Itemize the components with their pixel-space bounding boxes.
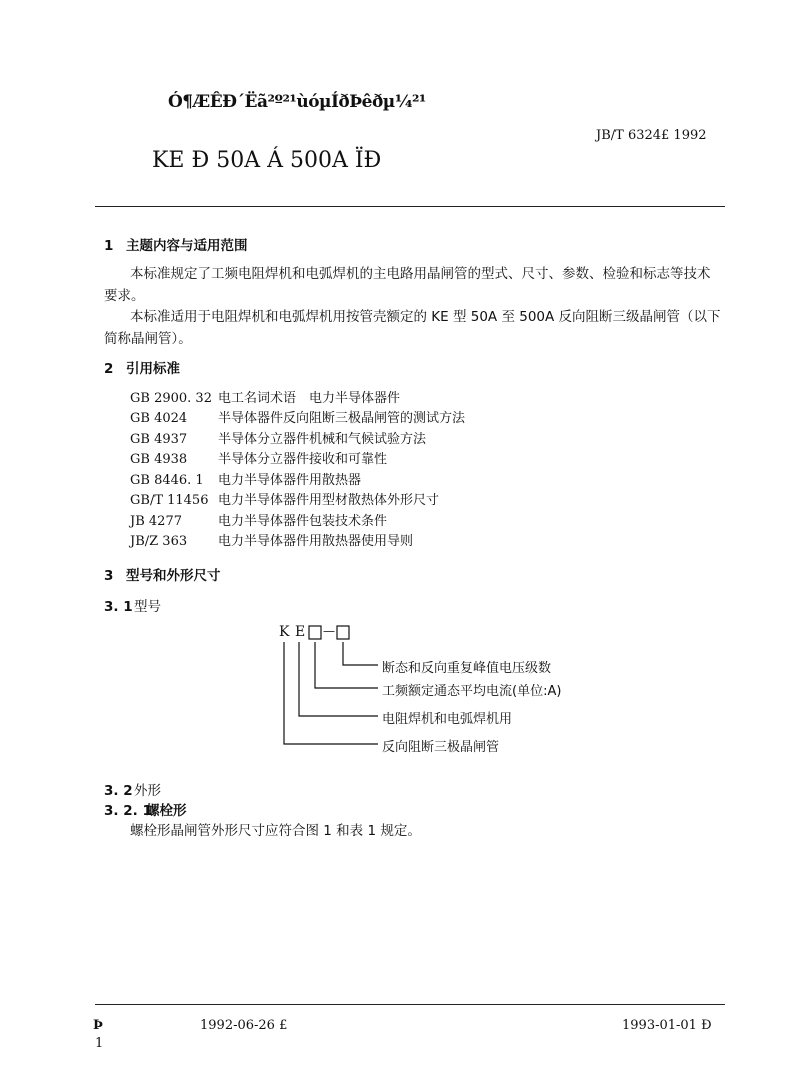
subsection-3-2-heading: [104, 779, 161, 799]
reference-row: [130, 489, 439, 508]
section-number: 2: [104, 361, 114, 377]
standard-number: JB/T 6324£ 1992: [596, 128, 707, 143]
reference-title: 电力半导体器件用型材散热体外形尺寸: [218, 493, 440, 508]
reference-code: JB/Z 363: [130, 534, 188, 549]
section-1-para-2-line-1: 本标准适用于电阻焊机和电弧焊机用按管壳额定的 KE 型 50A 至 500A 反向阻断三级晶闸管（以下: [130, 309, 721, 325]
leader-line-type: [284, 642, 378, 744]
header-garbled-line: Ó¶ÆÊÐ´Ëã²º²¹ùóµÍðÞêðµ¼²¹: [168, 92, 426, 112]
subsection-3-1-heading: [104, 595, 161, 615]
diagram-label-type: 反向阻断三极晶闸管: [382, 740, 500, 755]
reference-title: 电力半导体器件包装技术条件: [218, 514, 388, 529]
leader-line-voltage: [343, 642, 378, 665]
section-title: 主题内容与适用范围: [126, 238, 248, 254]
diagram-label-voltage: 断态和反向重复峰值电压级数: [382, 661, 552, 676]
subsection-number: 3. 2. 1: [104, 803, 152, 819]
reference-code: GB/T 11456: [130, 493, 209, 508]
reference-row: [130, 428, 426, 447]
effective-date: 1993-01-01 Ð: [622, 1018, 712, 1033]
reference-row: [130, 530, 413, 549]
subsection-title: 型号: [134, 599, 161, 615]
diagram-letter-e: E: [295, 624, 306, 640]
reference-code: GB 4024: [130, 411, 188, 426]
footer-left-mark: Þ: [93, 1018, 103, 1033]
document-title: KE Ð 50A Á 500A ÏÐ: [152, 148, 382, 173]
reference-row: [130, 387, 400, 406]
diagram-label-use: 电阻焊机和电弧焊机用: [382, 712, 513, 727]
reference-title: 电工名词术语 电力半导体器件: [218, 391, 401, 406]
reference-title: 半导体分立器件机械和气候试验方法: [218, 432, 427, 447]
section-3-heading: [104, 564, 221, 584]
header-divider: [95, 206, 725, 207]
section-title: 引用标准: [126, 361, 180, 377]
reference-title: 电力半导体器件用散热器: [218, 473, 362, 488]
reference-title: 电力半导体器件用散热器使用导则: [218, 534, 414, 549]
section-1-para-1-line-1: 本标准规定了工频电阻焊机和电弧焊机的主电路用晶闸管的型式、尺寸、参数、检验和标志等技术: [130, 266, 711, 282]
reference-code: GB 4937: [130, 432, 188, 447]
diagram-dash: —: [323, 624, 335, 638]
issue-date: 1992-06-26 £: [200, 1018, 288, 1033]
subsection-title: 外形: [134, 783, 161, 799]
subsection-number: 3. 2: [104, 783, 133, 799]
diagram-label-current: 工频额定通态平均电流(单位:A): [382, 684, 562, 699]
reference-code: JB 4277: [130, 514, 182, 529]
subsection-3-2-1-heading: [104, 799, 187, 819]
section-2-heading: [104, 357, 180, 377]
reference-row: [130, 407, 465, 426]
section-1-para-1-line-2: 要求。: [104, 288, 145, 304]
section-number: 1: [104, 238, 114, 254]
diagram-box-voltage: [337, 626, 349, 639]
reference-title: 半导体器件反向阻断三极晶闸管的测试方法: [218, 411, 466, 426]
reference-code: GB 4938: [130, 452, 188, 467]
section-1-para-2-line-2: 简称晶闸管）。: [104, 331, 192, 347]
reference-code: GB 2900. 32: [130, 391, 212, 406]
diagram-box-current: [309, 626, 321, 639]
page-number: 1: [95, 1036, 104, 1051]
section-1-heading: [104, 234, 248, 254]
subsection-3-2-1-text: 螺栓形晶闸管外形尺寸应符合图 1 和表 1 规定。: [130, 823, 421, 839]
subsection-title: 螺栓形: [146, 803, 187, 819]
section-number: 3: [104, 568, 114, 584]
leader-line-use: [299, 642, 378, 716]
section-title: 型号和外形尺寸: [126, 568, 221, 584]
reference-row: [130, 469, 361, 488]
reference-title: 半导体分立器件接收和可靠性: [218, 452, 388, 467]
footer-divider: [95, 1004, 725, 1005]
reference-code: GB 8446. 1: [130, 473, 204, 488]
reference-row: [130, 510, 387, 529]
diagram-letter-k: K: [279, 624, 290, 640]
subsection-number: 3. 1: [104, 599, 133, 615]
reference-row: [130, 448, 387, 467]
